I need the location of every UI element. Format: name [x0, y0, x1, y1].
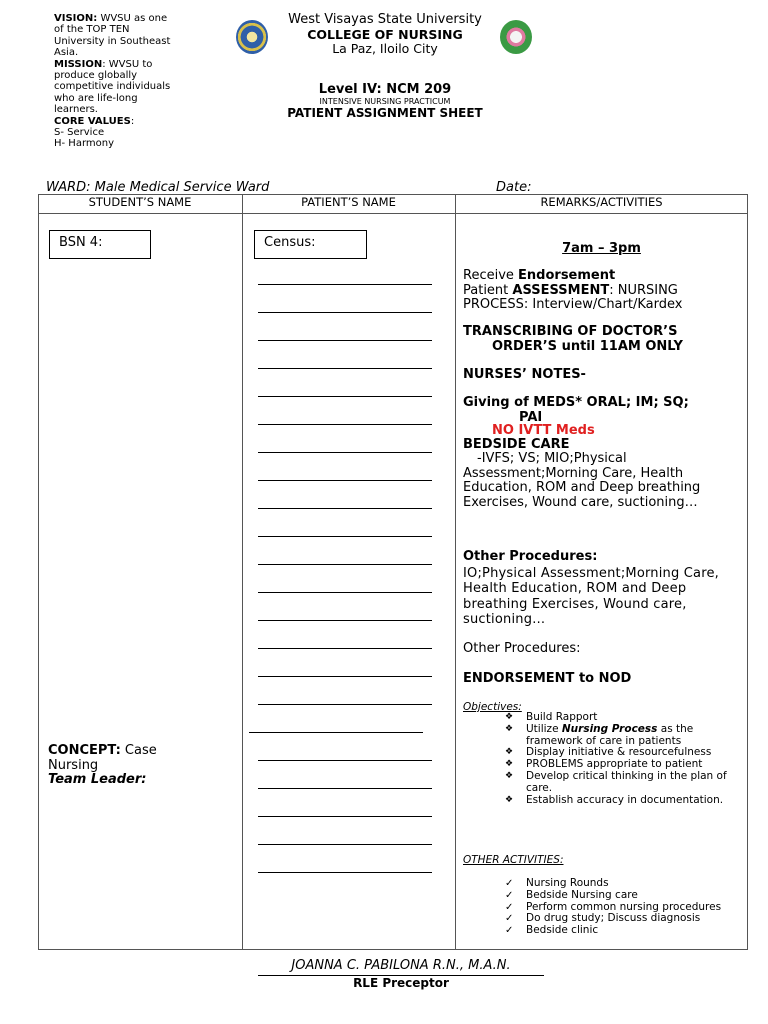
endorsement-block: Receive Endorsement Patient ASSESSMENT: NURSING PROCESS: Interview/Chart/Kardex — [463, 268, 683, 312]
vision-label: VISION: — [54, 13, 98, 24]
patient-name-line[interactable] — [258, 816, 432, 817]
mission-text: : WVSU to produce globally competitive individuals who are life-long learners. — [54, 58, 171, 116]
objective-item: ❖ Utilize Nursing Process as the framework of care in patients — [463, 724, 748, 748]
concept-block — [48, 744, 198, 788]
location: La Paz, Iloilo City — [332, 41, 438, 56]
objectives-list — [463, 712, 748, 806]
patient-name-line[interactable] — [258, 452, 432, 453]
meds-block: Giving of MEDS* ORAL; IM; SQ; PAI — [463, 395, 689, 425]
other-activities-title: OTHER ACTIVITIES: — [463, 854, 564, 866]
patient-name-line[interactable] — [258, 368, 432, 369]
other-procedures-2: Other Procedures: — [463, 641, 581, 656]
activity-item: ✓ Bedside Nursing care — [463, 890, 748, 902]
concept-value: Case Nursing — [48, 743, 157, 773]
patient-name-line[interactable] — [258, 508, 432, 509]
activity-item: ✓ Perform common nursing procedures — [463, 902, 748, 914]
column-header-remarks: REMARKS/ACTIVITIES — [540, 195, 663, 209]
patient-name-line[interactable] — [258, 648, 432, 649]
shift-time: 7am – 3pm — [562, 241, 641, 256]
patient-name-line[interactable] — [258, 872, 432, 873]
core-value-item: H- Harmony — [54, 138, 115, 150]
activities-list — [463, 878, 748, 937]
patient-name-line[interactable] — [249, 732, 423, 733]
bedside-care-title: BEDSIDE CARE — [463, 437, 570, 452]
date-label[interactable]: Date: — [496, 180, 532, 195]
patient-name-line[interactable] — [258, 312, 432, 313]
patient-name-line[interactable] — [258, 396, 432, 397]
vision-mission-block: VISION: WVSU as one of the TOP TEN University in Southeast Asia. MISSION: WVSU to produce globally competitive individuals who are life-long learners. CORE VALUES: S- Service H- Harmony — [54, 13, 171, 150]
nurses-notes: NURSES’ NOTES- — [463, 367, 586, 382]
university-name: West Visayas State University — [288, 12, 482, 27]
endorsement-nod: ENDORSEMENT to NOD — [463, 671, 632, 686]
patient-name-line[interactable] — [258, 676, 432, 677]
activity-item: ✓ Do drug study; Discuss diagnosis — [463, 913, 748, 925]
core-value-item: S- Service — [54, 127, 105, 139]
college-name: COLLEGE OF NURSING — [307, 27, 463, 42]
patient-name-line[interactable] — [258, 340, 432, 341]
patient-name-line[interactable] — [258, 592, 432, 593]
column-divider — [242, 194, 243, 950]
concept-label: CONCEPT: — [48, 743, 121, 758]
census-field[interactable]: Census: — [254, 230, 367, 259]
column-header-student: STUDENT’S NAME — [88, 195, 192, 209]
other-procedures-title: Other Procedures: — [463, 549, 598, 564]
course-level: Level IV: NCM 209 — [318, 82, 452, 97]
patient-name-line[interactable] — [258, 788, 432, 789]
objective-item: ❖ Develop critical thinking in the plan of care. — [463, 771, 748, 795]
patient-name-line[interactable] — [258, 536, 432, 537]
objective-item: ❖ PROBLEMS appropriate to patient — [463, 759, 748, 771]
patient-name-line[interactable] — [258, 284, 432, 285]
vision-text: WVSU as one of the TOP TEN University in Southeast Asia. — [54, 13, 171, 59]
objective-item: ❖ Build Rapport — [463, 712, 748, 724]
column-divider — [455, 194, 456, 950]
activity-item: ✓ Bedside clinic — [463, 925, 748, 937]
patient-name-line[interactable] — [258, 844, 432, 845]
other-procedures-text: IO;Physical Assessment;Morning Care, Health Education, ROM and Deep breathing Exercises, Wound care, suctioning… — [463, 566, 720, 627]
objective-item: ❖ Display initiative & resourcefulness — [463, 747, 748, 759]
patient-name-line[interactable] — [258, 620, 432, 621]
activity-item: ✓ Nursing Rounds — [463, 878, 748, 890]
patient-name-line[interactable] — [258, 704, 432, 705]
practicum-title: INTENSIVE NURSING PRACTICUM — [319, 97, 451, 106]
no-ivtt-warning: NO IVTT Meds — [492, 423, 595, 438]
mission-label: MISSION — [54, 58, 103, 70]
column-header-patient: PATIENT’S NAME — [301, 195, 396, 209]
patient-name-line[interactable] — [258, 564, 432, 565]
table-header-divider — [38, 213, 748, 214]
ward-label: WARD: Male Medical Service Ward — [46, 180, 270, 195]
preceptor-name: JOANNA C. PABILONA R.N., M.A.N. — [258, 958, 544, 976]
objectives-title: Objectives: — [463, 701, 522, 713]
patient-name-line[interactable] — [258, 424, 432, 425]
bedside-care-detail: -IVFS; VS; MIO;Physical Assessment;Morning Care, Health Education, ROM and Deep breathing Exercises, Wound care, suctioning… — [463, 451, 701, 510]
patient-name-line[interactable] — [258, 760, 432, 761]
team-leader-label[interactable]: Team Leader: — [48, 772, 147, 787]
preceptor-title: RLE Preceptor — [353, 976, 449, 990]
objective-item: ❖ Establish accuracy in documentation. — [463, 795, 748, 807]
patient-name-line[interactable] — [258, 480, 432, 481]
transcribing-block: TRANSCRIBING OF DOCTOR’S ORDER’S until 11AM ONLY — [463, 324, 683, 354]
core-values-label: CORE VALUES — [54, 115, 131, 127]
sheet-title: PATIENT ASSIGNMENT SHEET — [287, 106, 483, 120]
bsn-field[interactable]: BSN 4: — [49, 230, 151, 259]
